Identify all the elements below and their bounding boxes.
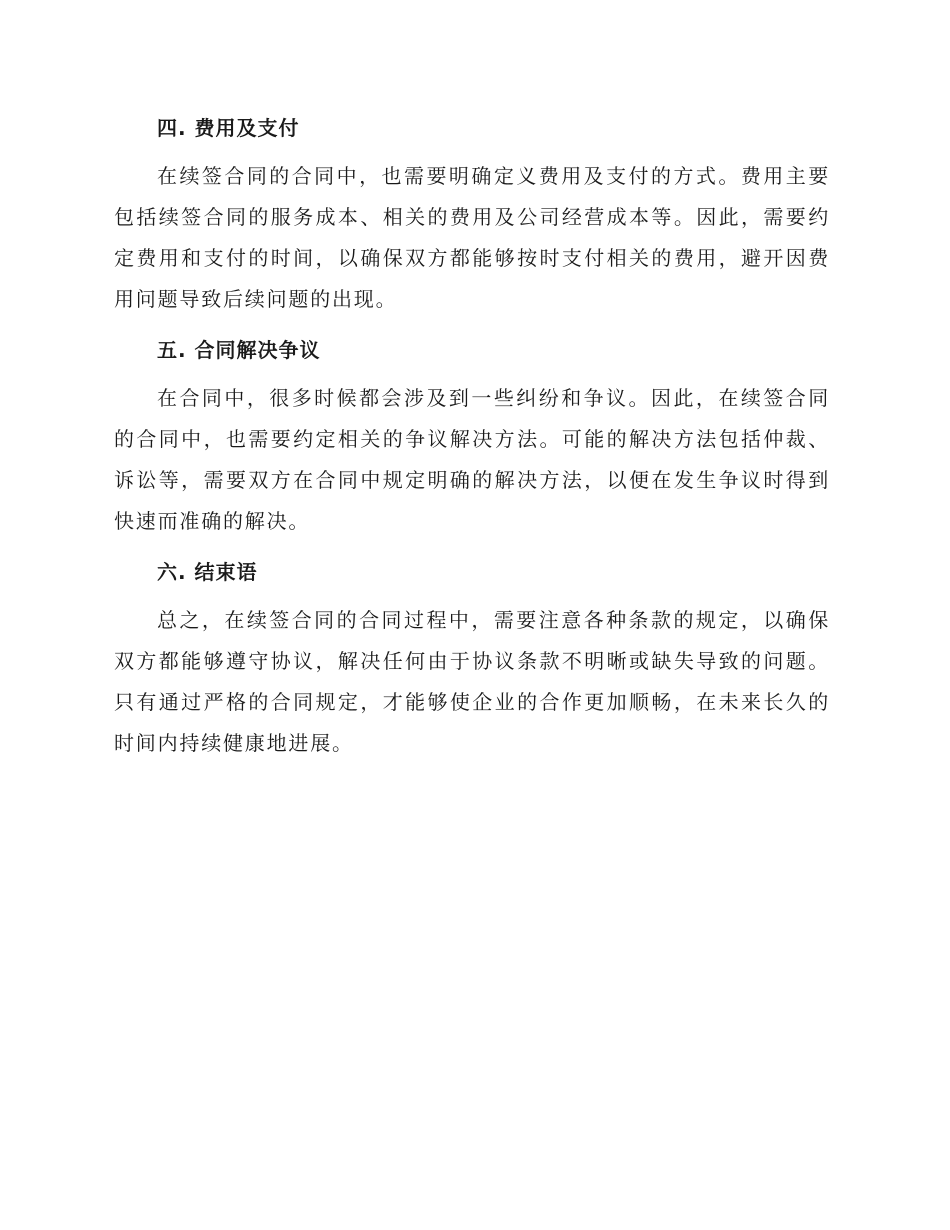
section-heading: 五. 合同解决争议 <box>157 338 321 362</box>
section-heading: 四. 费用及支付 <box>157 116 300 140</box>
section-conclusion <box>114 552 830 764</box>
section-heading: 六. 结束语 <box>157 560 258 584</box>
document-content <box>114 108 830 774</box>
section-dispute-resolution <box>114 330 830 542</box>
section-paragraph: 在续签合同的合同中，也需要明确定义费用及支付的方式。费用主要包括续签合同的服务成本、相关的费用及公司经营成本等。因此，需要约定费用和支付的时间，以确保双方都能够按时支付相关的费用，避开因费用问题导致后续问题的出现。 <box>114 164 830 311</box>
section-paragraph: 在合同中，很多时候都会涉及到一些纠纷和争议。因此，在续签合同的合同中，也需要约定相关的争议解决方法。可能的解决方法包括仲裁、诉讼等，需要双方在合同中规定明确的解决方法，以便在发生争议时得到快速而准确的解决。 <box>114 386 830 533</box>
section-fees-payment <box>114 108 830 320</box>
section-paragraph: 总之，在续签合同的合同过程中，需要注意各种条款的规定，以确保双方都能够遵守协议，解决任何由于协议条款不明晰或缺失导致的问题。只有通过严格的合同规定，才能够使企业的合作更加顺畅，在未来长久的时间内持续健康地进展。 <box>114 608 830 755</box>
